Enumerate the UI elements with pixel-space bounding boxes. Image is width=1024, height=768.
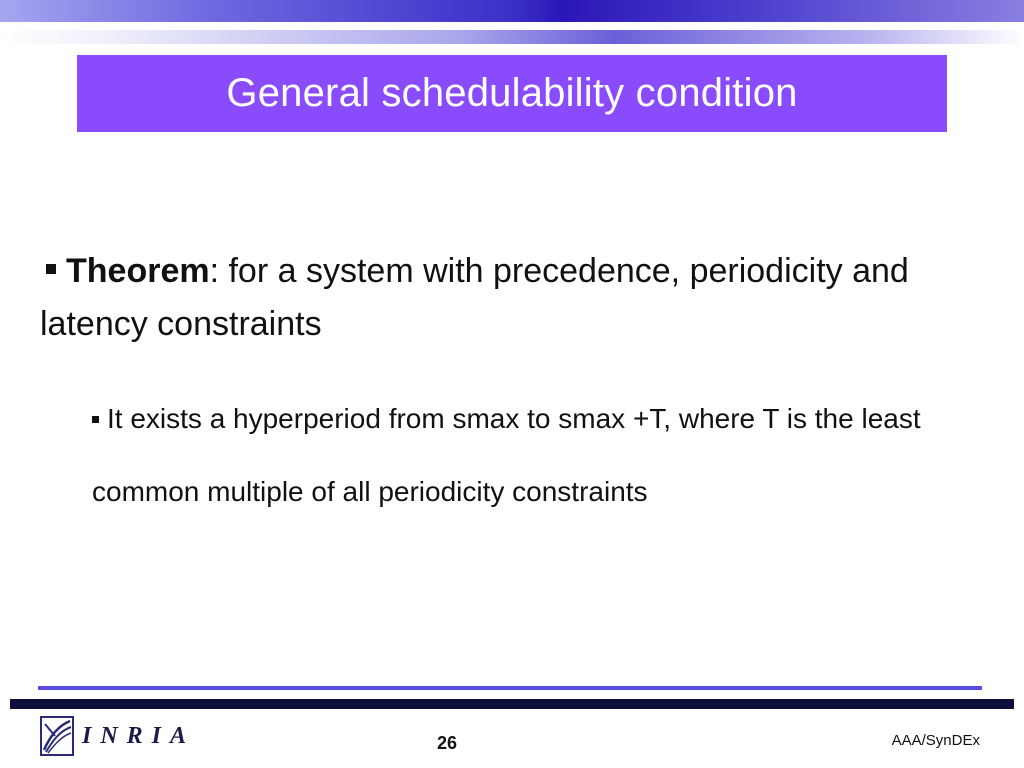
sub-bullet-text: It exists a hyperperiod from smax to smax +T, where T is the least common multiple of all periodicity constraints bbox=[92, 403, 921, 507]
sub-bullet-hyperperiod bbox=[92, 382, 992, 528]
square-bullet-icon bbox=[46, 264, 56, 274]
bullet-theorem-bold: Theorem bbox=[66, 252, 210, 290]
bullet-theorem-text: : for a system with precedence, periodicity and latency constraints bbox=[40, 252, 909, 343]
top-decorative-band bbox=[0, 0, 1024, 22]
page-number: 26 bbox=[436, 733, 458, 753]
inria-logo bbox=[40, 716, 195, 756]
top-gradient-band bbox=[0, 30, 1024, 44]
footer-accent-line bbox=[38, 686, 982, 690]
title-banner bbox=[77, 55, 947, 132]
bullet-theorem bbox=[40, 245, 1000, 351]
logo-text: INRIA bbox=[82, 722, 196, 749]
footer-label: AAA/SynDEx bbox=[891, 732, 980, 749]
square-bullet-icon bbox=[92, 416, 99, 423]
inria-logo-icon bbox=[40, 716, 74, 756]
slide-title: General schedulability condition bbox=[226, 71, 798, 115]
footer-band bbox=[10, 699, 1014, 709]
slide-body bbox=[40, 245, 1000, 351]
